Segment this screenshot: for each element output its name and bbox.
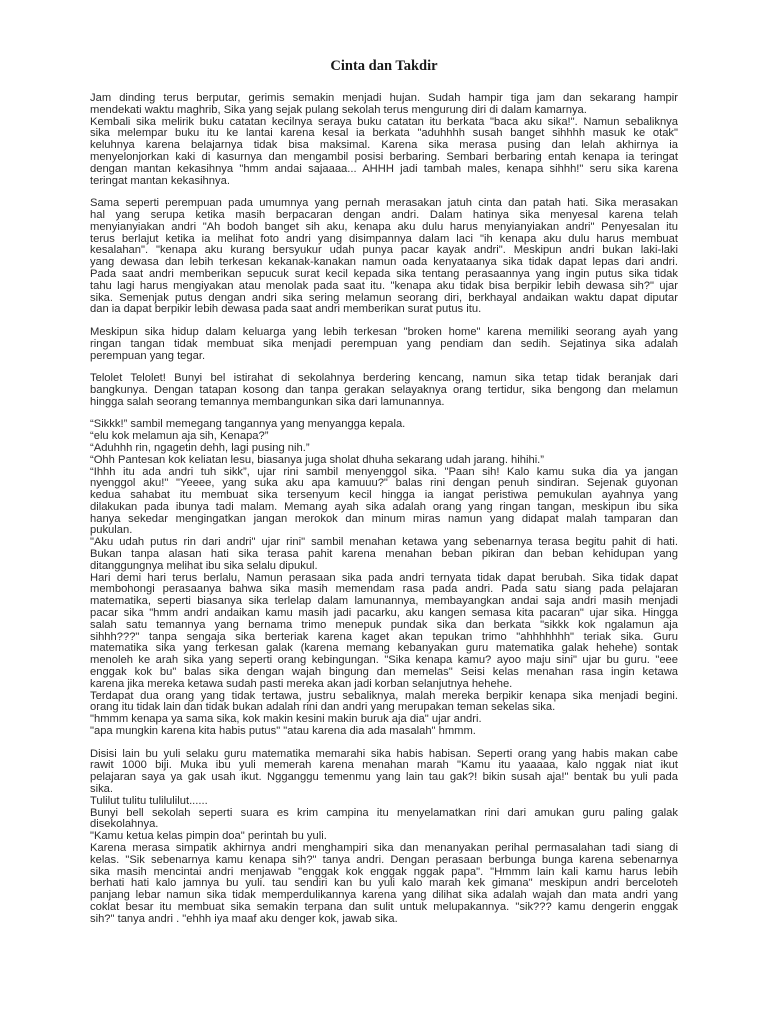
text-line: Telolet Telolet! Bunyi bel istirahat di sekolahnya berdering kencang, namun sika tetap tidak beranjak dari <box>90 372 678 385</box>
text-line: Kembali sika melirik buku catatan kecilnya seraya buku catatan itu berkata "baca aku sika!". Namun sebaliknya <box>90 115 678 128</box>
paragraph <box>90 373 678 408</box>
paragraph <box>90 327 678 362</box>
text-line: Bunyi bell sekolah seperti suara es krim campina itu menyelamatkan rini dari amukan guru paling galak <box>90 806 678 819</box>
text-line: tahu lagi harus mengiyakan atau menolak pada saat itu. "kenapa aku tidak bisa berpikir lebih dewasa sih?" ujar <box>90 279 678 292</box>
text-line: Pada saat andri memberikan sepucuk surat kecil kepada sika tentang perasaannya yang ingin putus sika tidak <box>90 267 678 280</box>
text-line: menoleh ke arah sika yang seperti orang kebingungan. "Sika kenapa kamu? ayoo maju sini" ujar bu guru. "eee <box>90 654 678 667</box>
text-line: sika masih mencintai andri menjawab "enggak kok enggak nggak papa". "Hmmm lain kali kamu harus lebih <box>90 865 678 878</box>
text-line: disekolahnya. <box>90 818 159 831</box>
text-line: “Ohh Pantesan kok keliatan lesu, biasanya juga sholat dhuha sekarang udah jarang. hihihi.” <box>90 453 545 466</box>
paragraph <box>90 198 678 316</box>
text-line: hanya sekedar mengingatkan jangan merokok dan minum miras namun yang didapat malah tamparan dan <box>90 512 678 525</box>
text-line: kesalahan". "kenapa aku kurang bersyukur udah punya pacar kayak andri". Meskipun andri bukan laki-laki <box>90 244 678 257</box>
document-title: Cinta dan Takdir <box>330 58 438 74</box>
text-line: coklat besar itu membuat sika semakin terpana dan sulit untuk melupakannya. "sik??? kamu dengerin enggak <box>90 900 678 913</box>
text-line: "Kamu ketua kelas pimpin doa" perintah bu yuli. <box>90 830 327 843</box>
text-line: Jam dinding terus berputar, gerimis semakin menjadi hujan. Sudah hampir tiga jam dan sekarang hampir <box>90 92 678 104</box>
text-line: panjang lebar namun sika tidak memperdulikannya karena yang dilihat sika adalah wajah dan mata andri yang <box>90 889 678 902</box>
text-line: "hmmm kenapa ya sama sika, kok makin kesini makin buruk aja dia" ujar andri. <box>90 713 482 726</box>
text-line: salah satu temannya yang bernama trimo menepuk pundak sika dan berkata "sikkk kok ngalamun aja <box>90 618 678 631</box>
document-body <box>90 93 678 926</box>
text-line: Karena merasa simpatik akhirnya andri menghampiri sika dan menanyakan perihal permasalahan tadi siang di <box>90 842 678 854</box>
text-line: "Aku udah putus rin dari andri" ujar rini" sambil menahan ketawa yang sebenarnya terasa begitu pahit di hati. <box>90 536 678 549</box>
text-line: “Ihhh itu ada andri tuh sikk”, ujar rini sambil menyenggol sika. "Paan sih! Kalo kamu suka dia ya jangan <box>90 465 678 478</box>
text-line: “elu kok melamun aja sih, Kenapa?” <box>90 430 269 443</box>
text-line: enggak kok bu" balas sika dengan wajah bingung dan memelas" Seisi kelas menahan rasa ingin ketawa <box>90 666 678 679</box>
document-page <box>90 0 678 1024</box>
text-line: orang itu tidak lain dan tidak bukan adalah rini dan andri yang merupakan teman sekelas sika. <box>90 701 556 714</box>
text-line: “Sikkk!” sambil memegang tangannya yang menyangga kepala. <box>90 418 406 431</box>
text-line: kedua sahabat itu membuat sika tersenyum kecil hingga ia iangat peristiwa pemukulan ayahnya yang <box>90 489 678 502</box>
text-line: menyianyiakan andri "Ah bodoh banget sih aku, kenapa aku dulu harus menyianyiakan andri" Penyesalan itu <box>90 220 678 233</box>
text-line: teringat mantan kekasihnya. <box>90 174 230 187</box>
text-line: kelas. "Sik sebenarnya kamu kenapa sih?" tanya andri. Dengan perasaan berbunga bunga karena sebenarnya <box>90 853 678 866</box>
text-line: karena jika mereka ketawa sudah pasti mereka akan jadi korban selanjutnya hehehe. <box>90 677 513 690</box>
text-line: sika. <box>90 783 114 796</box>
text-line: yang dewasa dan lebih terkesan kekanak-kanakan namun oada kenyataanya sika tidak dapat lepas dari andri. <box>90 256 678 269</box>
text-line: sih?" tanya andri . "ehhh iya maaf aku denger kok, jawab sika. <box>90 912 398 925</box>
text-line: nyenggol aku!" "Yeeee, yang suka aku apa kamuuu?" balas rini dengan penuh sindiran. Sejenak guyonan <box>90 477 678 490</box>
text-line: dan ia dapat berpikir lebih dewasa pada saat andri memberikan surat putus itu. <box>90 303 482 316</box>
text-line: sika melempar buku itu ke lantai karena kesal ia berkata "aduhhhh susah banget sihhhh masuk ke otak" <box>90 127 678 140</box>
text-line: bangkunya. Dengan tatapan kosong dan tanpa gerakan selayaknya orang tertidur, sika bengong dan melamun <box>90 383 678 396</box>
text-line: Hari demi hari terus berlalu, Namun perasaan sika pada andri ternyata tidak dapat berubah. Sika tidak dapat <box>90 571 678 584</box>
text-line: membohongi perasaanya bahwa sika masih memendam rasa pada andri. Pada satu siang pada pelajaran <box>90 583 678 596</box>
text-line: terus berlajut ketika ia melihat foto andri yang disimpannya dalam laci "ih kenapa aku dulu harus membuat <box>90 232 678 245</box>
text-line: mendekati waktu maghrib, Sika yang sejak pulang sekolah terus mengurung diri di dalam kamarnya. <box>90 103 587 116</box>
paragraph <box>90 419 678 738</box>
text-line: rawit 1000 biji. Muka ibu yuli memerah karena menahan marah "Kamu itu yaaaaa, kalo nggak niat ikut <box>90 759 678 772</box>
text-line: ringan tangan tidak membuat sika menjadi perempuan yang pendiam dan sedih. Sejatinya sika adalah <box>90 337 678 350</box>
paragraph <box>90 93 678 187</box>
text-line: sihhh???" tanpa sengaja sika berteriak karena kaget akan tepukan trimo "ahhhhhhh" teriak sika. Guru <box>90 630 678 643</box>
text-line: berhati hati kalo jamnya bu yuli. tau sendiri kan bu yuli kalo marah kek gimana" meskipun andri berceloteh <box>90 877 678 890</box>
text-line: matematika sika yang terkesan galak (karena memang kebanyakan guru matematika galak hehehe) sontak <box>90 642 678 655</box>
text-line: pacar sika "hmm andri andaikan kamu masih jadi pacarku, aku kangen semasa kita pacaran" ujar sika. Hingga <box>90 607 678 620</box>
text-line: hal yang serupa ketika masih berpacaran dengan andri. Dalam hatinya sika menyesal karena telah <box>90 208 678 221</box>
text-line: menyelonjorkan kaki di kasurnya dan mengambil posisi berbaring. Sembari berbaring entah kenapa ia teringat <box>90 150 678 163</box>
paragraph <box>90 749 678 926</box>
text-line: “Aduhhh rin, ngagetin dehh, lagi pusing nih.” <box>90 441 310 454</box>
text-line: hingga salah seorang temannya membangunkan sika dari lamunannya. <box>90 395 445 408</box>
text-line: "apa mungkin karena kita habis putus" "atau karena dia ada masalah" hmmm. <box>90 725 476 738</box>
text-line: pelajaran saya ya gak usah ikut. Ngganggu temenmu yang lain tau gak?! bikin susah aja!" bentak bu yuli pada <box>90 771 678 784</box>
text-line: Meskipun sika hidup dalam keluarga yang lebih terkesan "broken home" karena memiliki seorang ayah yang <box>90 325 678 338</box>
text-line: matematika, seperti biasanya sika terlelap dalam lamunannya, membayangkan andai saja andri masih menjadi <box>90 595 678 608</box>
text-line: Tulilut tulitu tulilulilut...... <box>90 794 208 807</box>
text-line: dengan mantan kekasihnya "hmm andai sajaaaa... AHHH jadi tambah males, kenapa sihhh!" seru sika karena <box>90 162 678 175</box>
text-line: perempuan yang tegar. <box>90 349 206 362</box>
text-line: Bukan tanpa alasan hati sika terasa pahit karena menahan beban pikiran dan beban kehidupan yang <box>90 548 678 561</box>
text-line: keluhnya karena belajarnya tidak bisa maksimal. Karena sika merasa pusing dan lelah akhirnya ia <box>90 139 678 152</box>
text-line: sika. Semenjak putus dengan andri sika sering melamun seorang diri, berkhayal andaikan waktu dapat diputar <box>90 291 678 304</box>
text-line: Sama seperti perempuan pada umumnya yang pernah merasakan jatuh cinta dan patah hati. Sika merasakan <box>90 197 678 210</box>
text-line: Terdapat dua orang yang tidak tertawa, justru sebaliknya, malah mereka berpikir kenapa sika menjadi begini. <box>90 689 678 702</box>
text-line: Disisi lain bu yuli selaku guru matematika memarahi sika habis habisan. Seperti orang yang habis makan cabe <box>90 747 678 760</box>
text-line: dilakukan pada ibunya tadi malam. Memang ayah sika adalah orang yang ringan tangan, meskipun ibu sika <box>90 500 678 513</box>
text-line: ditanggungnya melihat ibu sika selalu dipukul. <box>90 559 318 572</box>
text-line: pukulan. <box>90 524 133 537</box>
